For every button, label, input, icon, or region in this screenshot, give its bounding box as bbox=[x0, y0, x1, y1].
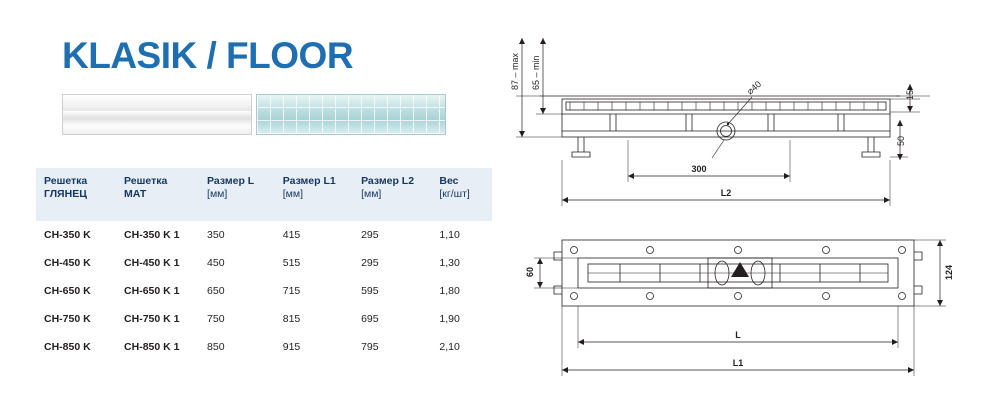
technical-drawings-panel bbox=[500, 0, 999, 412]
cell-grate-glossy: CH-850 K bbox=[44, 341, 91, 353]
dim-height-max: 87 – max bbox=[510, 52, 520, 90]
column-header-size-l1: Размер L1 [мм] bbox=[275, 168, 353, 221]
dim-height-min: 65 – min bbox=[531, 55, 541, 90]
cell-grate-glossy: CH-650 K bbox=[44, 285, 91, 297]
cell-grate-mat: CH-750 K 1 bbox=[124, 313, 180, 325]
top-plan-drawing bbox=[534, 240, 946, 376]
cell-grate-glossy: CH-350 K bbox=[44, 229, 91, 241]
cell-size-l2: 795 bbox=[361, 341, 379, 353]
cell-weight: 1,80 bbox=[439, 285, 460, 297]
glossy-grate-sample bbox=[62, 94, 252, 135]
cell-size-l1: 715 bbox=[282, 285, 301, 297]
cell-grate-mat: CH-850 K 1 bbox=[124, 341, 180, 353]
table-row bbox=[36, 333, 492, 361]
dim-length-l2: L2 bbox=[720, 188, 732, 198]
cell-size-l: 650 bbox=[207, 285, 225, 297]
table-row bbox=[36, 305, 492, 333]
cell-weight: 1,30 bbox=[439, 257, 460, 269]
cell-size-l2: 295 bbox=[361, 257, 379, 269]
cell-grate-glossy: CH-750 K bbox=[44, 313, 91, 325]
dim-distance-300: 300 bbox=[691, 164, 707, 174]
cell-size-l1: 815 bbox=[282, 313, 301, 325]
cell-size-l1: 915 bbox=[282, 341, 301, 353]
column-header-grate-mat: Решетка МАТ bbox=[116, 168, 199, 221]
dim-length-l1: L1 bbox=[732, 358, 744, 368]
cell-size-l2: 695 bbox=[361, 313, 379, 325]
cell-size-l2: 595 bbox=[361, 285, 379, 297]
cell-grate-mat: CH-350 K 1 bbox=[124, 229, 180, 241]
cell-grate-glossy: CH-450 K bbox=[44, 257, 91, 269]
column-header-size-l2: Размер L2 [мм] bbox=[353, 168, 431, 221]
column-header-grate-glossy: Решетка ГЛЯНЕЦ bbox=[36, 168, 116, 221]
dim-length-l: L bbox=[735, 330, 741, 340]
table-row bbox=[36, 221, 492, 249]
cell-grate-mat: CH-450 K 1 bbox=[124, 257, 180, 269]
cell-size-l: 750 bbox=[207, 313, 225, 325]
dim-flange-15: 15 bbox=[905, 89, 915, 100]
dim-outlet-diameter: ⌀40 bbox=[744, 78, 764, 97]
dim-outer-width-124: 124 bbox=[944, 264, 954, 280]
dim-depth-50: 50 bbox=[896, 135, 906, 146]
cell-size-l1: 415 bbox=[282, 229, 301, 241]
cell-grate-mat: CH-650 K 1 bbox=[124, 285, 180, 297]
cell-weight: 2,10 bbox=[439, 341, 460, 353]
specifications-table bbox=[36, 168, 492, 361]
cell-size-l: 350 bbox=[207, 229, 225, 241]
side-elevation-drawing bbox=[516, 38, 930, 206]
column-header-size-l: Размер L [мм] bbox=[199, 168, 275, 221]
dim-inner-width-60: 60 bbox=[525, 266, 535, 277]
table-row bbox=[36, 249, 492, 277]
drawings-svg bbox=[500, 0, 999, 412]
cell-size-l2: 295 bbox=[361, 229, 379, 241]
cell-size-l1: 515 bbox=[282, 257, 301, 269]
cell-weight: 1,90 bbox=[439, 313, 460, 325]
mat-grate-sample bbox=[256, 94, 446, 135]
table-header-row bbox=[36, 168, 492, 221]
column-header-weight: Вес [кг/шт] bbox=[431, 168, 492, 221]
cell-size-l: 450 bbox=[207, 257, 225, 269]
table-row bbox=[36, 277, 492, 305]
cell-weight: 1,10 bbox=[439, 229, 460, 241]
page-title: KLASIK / FLOOR bbox=[62, 35, 354, 76]
cell-size-l: 850 bbox=[207, 341, 225, 353]
